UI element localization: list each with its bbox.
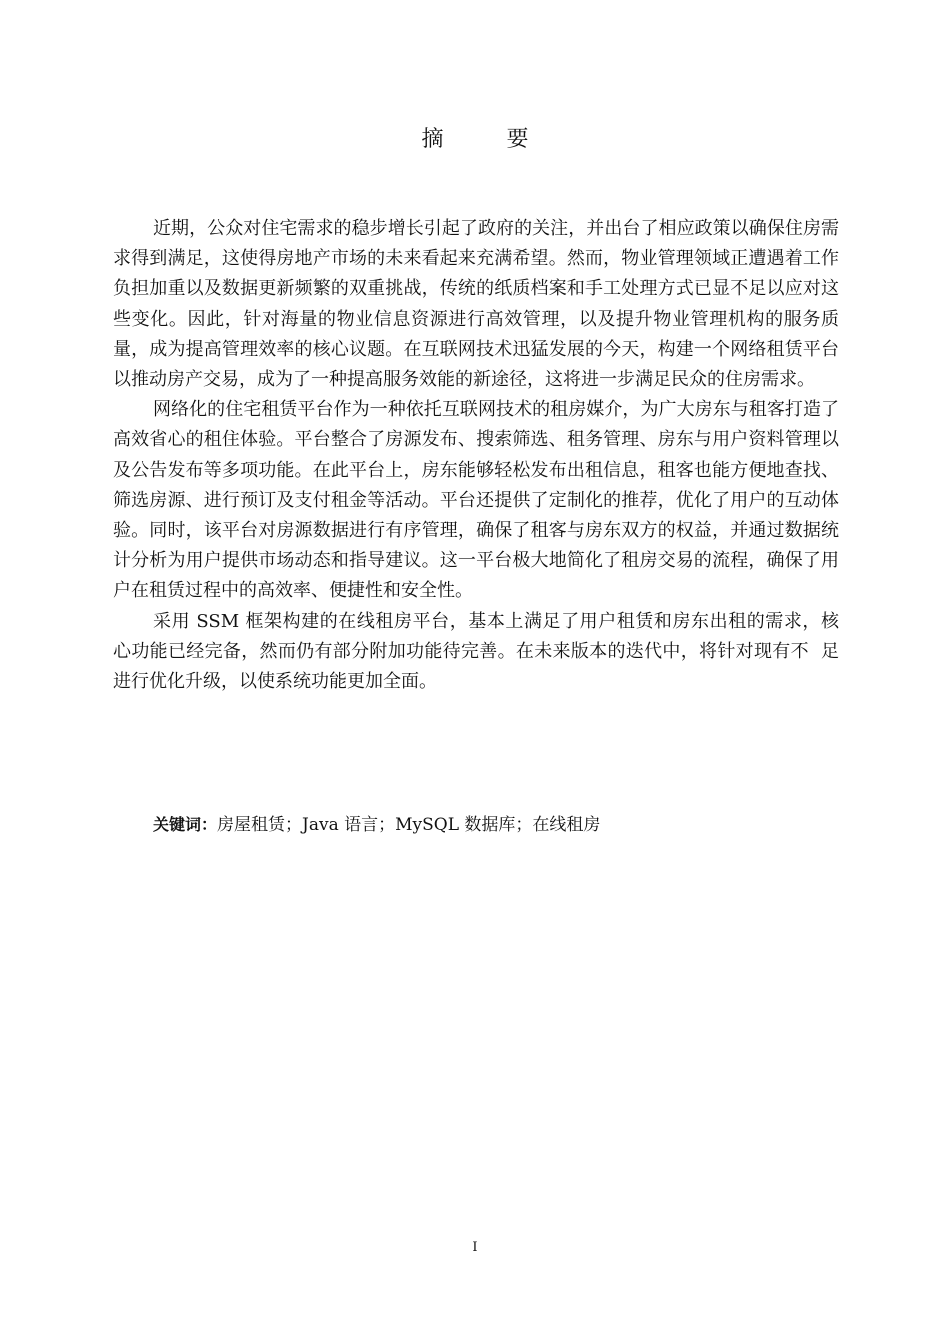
abstract-paragraph-2: 网络化的住宅租赁平台作为一种依托互联网技术的租房媒介，为广大房东与租客打造了高效省心的租住体验。平台整合了房源发布、搜索筛选、租务管理、房东与用户资料管理以及公告发布等多项功能。在此平台上，房东能够轻松发布出租信息，租客也能方便地查找、筛选房源、进行预订及支付租金等活动。平台还提供了定制化的推荐，优化了用户的互动体验。同时，该平台对房源数据进行有序管理，确保了租客与房东双方的权益，并通过数据统计分析为用户提供市场动态和指导建议。这一平台极大地简化了租房交易的流程，确保了用户在租赁过程中的高效率、便捷性和安全性。 bbox=[113, 399, 839, 602]
abstract-title: 摘 要 bbox=[421, 127, 557, 152]
keywords-line bbox=[153, 810, 853, 840]
keywords-text: 房屋租赁；Java 语言；MySQL 数据库；在线租房 bbox=[217, 815, 601, 835]
abstract-body bbox=[113, 214, 851, 697]
abstract-paragraph-3: 采用 SSM 框架构建的在线租房平台，基本上满足了用户租赁和房东出租的需求，核 心功能已经完备，然而仍有部分附加功能待完善。在未来版本的迭代中，将针对现有不 足进行优化升级，以使系统功能更加全面。 bbox=[113, 610, 851, 693]
abstract-paragraph-1: 近期，公众对住宅需求的稳步增长引起了政府的关注，并出台了相应政策以确保住房需求得到满足，这使得房地产市场的未来看起来充满希望。然而，物业管理领域正遭遇着工作负担加重以及数据更新频繁的双重挑战，传统的纸质档案和手工处理方式已显不足以应对这些变化。因此，针对海量的物业信息资源进行高效管理，以及提升物业管理机构的服务质量，成为提高管理效率的核心议题。在互联网技术迅猛发展的今天，构建一个网络租赁平台以推动房产交易，成为了一种提高服务效能的新途径，这将进一步满足民众的住房需求。 bbox=[113, 218, 839, 391]
page-number: I bbox=[472, 1240, 478, 1255]
keywords-label: 关键词： bbox=[153, 815, 218, 834]
